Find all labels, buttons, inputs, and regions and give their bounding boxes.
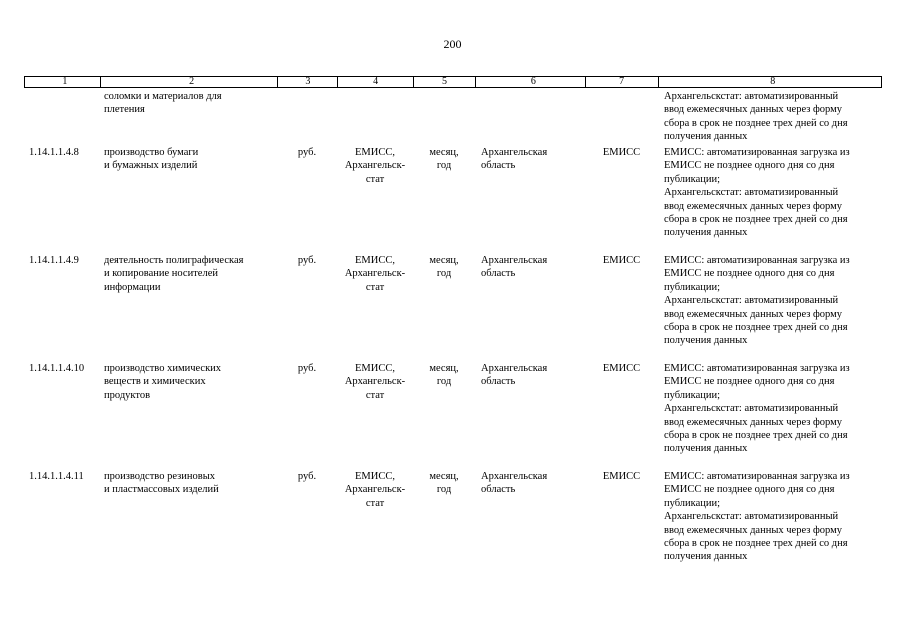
page-number: 200: [443, 37, 462, 51]
row-unit: руб.: [297, 147, 317, 158]
row-method: Архангельскстат: автоматизированный ввод ежемесячных данных через форму сбора в срок не позднее трех дней со дня получения данных: [664, 91, 848, 143]
row-system: ЕМИСС: [602, 471, 641, 482]
row-method: ЕМИСС: автоматизированная загрузка из ЕМИСС не позднее одного дня со дня публикации; Архангельскстат: автоматизированный ввод ежемесячных данных через форму сбора в срок не позднее трех дней со дня получения данных: [664, 147, 850, 239]
row-periodicity: месяц, год: [429, 363, 459, 388]
table-row: [24, 470, 882, 578]
row-system: ЕМИСС: [602, 147, 641, 158]
row-method: ЕМИСС: автоматизированная загрузка из ЕМИСС не позднее одного дня со дня публикации; Архангельскстат: автоматизированный ввод ежемесячных данных через форму сбора в срок не позднее трех дней со дня получения данных: [664, 471, 850, 563]
row-name: производство химических веществ и химических продуктов: [104, 363, 222, 401]
column-header-3: 3: [277, 77, 337, 87]
row-territory: Архангельская область: [481, 363, 548, 388]
row-source: ЕМИСС, Архангельск- стат: [344, 471, 406, 509]
row-periodicity: месяц, год: [429, 471, 459, 496]
row-territory: [475, 90, 585, 146]
column-header-2: 2: [100, 77, 278, 87]
row-periodicity: месяц, год: [429, 255, 459, 280]
row-system: ЕМИСС: [602, 255, 641, 266]
table-row: [24, 362, 882, 470]
row-periodicity: месяц, год: [429, 147, 459, 172]
column-header-5: 5: [413, 77, 475, 87]
row-source: ЕМИСС, Архангельск- стат: [344, 363, 406, 401]
row-name: соломки и материалов для плетения: [104, 91, 222, 116]
row-source: ЕМИСС, Архангельск- стат: [344, 255, 406, 293]
row-territory: Архангельская область: [481, 147, 548, 172]
row-periodicity: [413, 90, 475, 146]
row-code: 1.14.1.1.4.9: [29, 255, 79, 266]
row-unit: руб.: [297, 255, 317, 266]
row-territory: Архангельская область: [481, 255, 548, 280]
column-header-6: 6: [475, 77, 585, 87]
column-header-4: 4: [337, 77, 413, 87]
row-source: [337, 90, 413, 146]
row-method: ЕМИСС: автоматизированная загрузка из ЕМИСС не позднее одного дня со дня публикации; Архангельскстат: автоматизированный ввод ежемесячных данных через форму сбора в срок не позднее трех дней со дня получения данных: [664, 255, 850, 347]
column-header-1: 1: [62, 76, 68, 87]
column-header-7: 7: [585, 77, 658, 87]
row-name: производство бумаги и бумажных изделий: [104, 147, 199, 172]
row-code: [24, 90, 99, 146]
row-unit: [277, 90, 337, 146]
column-header-8: 8: [658, 77, 881, 87]
table-row: [24, 254, 882, 362]
row-code: 1.14.1.1.4.11: [29, 471, 84, 482]
table-row: [24, 146, 882, 254]
row-unit: руб.: [297, 363, 317, 374]
row-unit: руб.: [297, 471, 317, 482]
row-territory: Архангельская область: [481, 471, 548, 496]
row-source: ЕМИСС, Архангельск- стат: [344, 147, 406, 185]
row-name: деятельность полиграфическая и копирование носителей информации: [104, 255, 244, 293]
table-row: [24, 90, 882, 146]
row-system: ЕМИСС: [602, 363, 641, 374]
row-code: 1.14.1.1.4.10: [29, 363, 85, 374]
table-body: [24, 90, 882, 578]
row-system: [585, 90, 658, 146]
row-code: 1.14.1.1.4.8: [29, 147, 79, 158]
table-header: [24, 76, 882, 88]
row-name: производство резиновых и пластмассовых изделий: [104, 471, 219, 496]
row-method: ЕМИСС: автоматизированная загрузка из ЕМИСС не позднее одного дня со дня публикации; Архангельскстат: автоматизированный ввод ежемесячных данных через форму сбора в срок не позднее трех дней со дня получения данных: [664, 363, 850, 455]
